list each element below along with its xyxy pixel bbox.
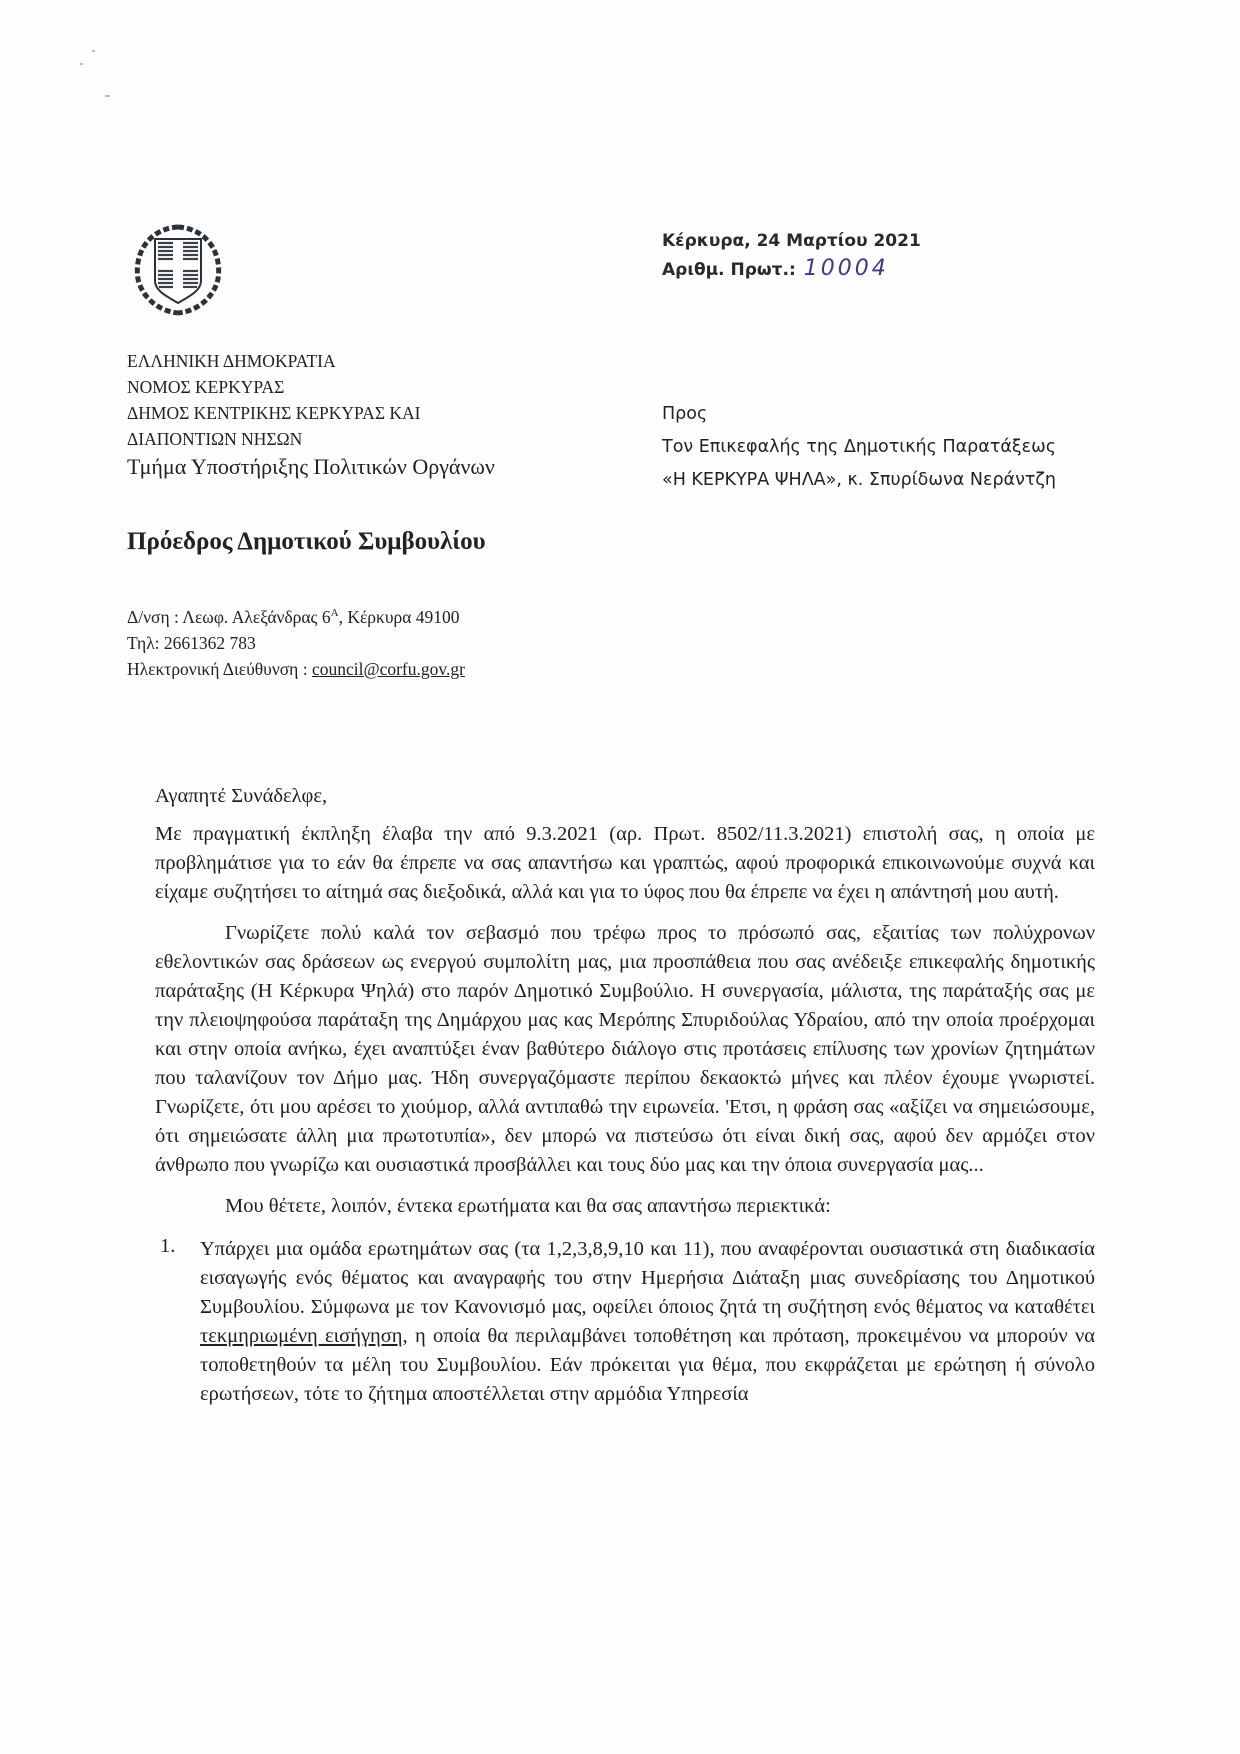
email-link[interactable]: council@corfu.gov.gr [311, 658, 465, 679]
address-line [127, 600, 465, 630]
paragraph: Γνωρίζετε πολύ καλά τον σεβασμό που τρέφω προς το πρόσωπό σας, εξαιτίας των πολύχρονων εθελοντικών σας δράσεων ως ενεργού συμπολίτη μας, μια προσπάθεια που σας ανέδειξε επικεφαλής δημοτικής παράταξης (Η Κέρκυρα Ψηλά) στο παρόν Δημοτικό Συμβούλιο. Η συνεργασία, μάλιστα, της παράταξής σας με την πλειοψηφούσα παράταξη της Δημάρχου μας κας Μερόπης Σπυριδούλας Υδραίου, από την οποία προέρχομαι και στην οποία ανήκω, έχει αναπτύξει έναν βαθύτερο διάλογο στις προτάσεις επίλυσης των χρονίων ζητημάτων που ταλανίζουν τον Δήμο μας. Ήδη συνεργαζόμαστε περίπου δεκαοκτώ μήνες και πλέον έχουμε γνωριστεί. Γνωρίζετε, ότι μου αρέσει το χιούμορ, αλλά αντιπαθώ την ειρωνεία. 'Ετσι, η φράση σας «αξίζει να σημειώσουμε, ότι σημειώσατε άλλη μια πρωτοτυπία», δεν μπορώ να πιστεύσω ότι είναι δική σας, αφού δεν αρμόζει στον άνθρωπο που γνωρίζω και ουσιαστικά προσβάλλει και τους δύο μας και την όποια συνεργασία μας... [155, 922, 1095, 1176]
recipient-line: Τον Επικεφαλής της Δημοτικής Παρατάξεως [662, 437, 1056, 457]
greeting: Αγαπητέ Συνάδελφε, [155, 785, 328, 807]
department-name: Τμήμα Υποστήριξης Πολιτικών Οργάνων [127, 454, 495, 479]
underlined-phrase: τεκμηριωμένη εισήγηση [200, 1325, 403, 1347]
organization-header [127, 348, 495, 482]
email-label: Ηλεκτρονική Διεύθυνση : [127, 658, 312, 679]
contact-block [127, 600, 465, 682]
org-line: ΕΛΛΗΝΙΚΗ ΔΗΜΟΚΡΑΤΙΑ [127, 351, 336, 371]
item-text-part: , η οποία θα περιλαμβάνει τοποθέτηση και πρόταση, προκειμένου να μπορούν να τοποθετηθούν τα μέλη του Συμβουλίου. Εάν πρόκειται για θέμα, που εκφράζεται με ερώτηση ή σύνολο ερωτήσεων, τότε το ζήτημα αποστέλλεται στην αρμόδια Υπηρεσία [200, 1325, 1095, 1405]
org-line: ΝΟΜΟΣ ΚΕΡΚΥΡΑΣ [127, 377, 285, 397]
phone-line: Τηλ: 2661362 783 [127, 632, 256, 653]
org-line: ΔΙΑΠΟΝΤΙΩΝ ΝΗΣΩΝ [127, 429, 303, 449]
date-line: Κέρκυρα, 24 Μαρτίου 2021 [662, 231, 921, 251]
address-city: , Κέρκυρα 49100 [338, 606, 460, 627]
protocol-label: Αριθμ. Πρωτ.: [662, 260, 796, 280]
scan-speck [80, 63, 83, 65]
recipient-block [662, 398, 1056, 497]
numbered-list-item [155, 1235, 1095, 1409]
address-text: Δ/νση : Λεωφ. Αλεξάνδρας 6 [127, 606, 331, 627]
list-intro: Μου θέτετε, λοιπόν, έντεκα ερωτήματα και θα σας απαντήσω περιεκτικά: [225, 1195, 831, 1217]
scan-speck [92, 50, 95, 52]
email-line [127, 656, 465, 682]
greek-coat-of-arms-icon [128, 219, 228, 319]
recipient-to-label: Προς [662, 404, 708, 424]
list-item-text [200, 1235, 1095, 1409]
scan-artifacts [60, 40, 140, 120]
paragraph: Με πραγματική έκπληξη έλαβα την από 9.3.2021 (αρ. Πρωτ. 8502/11.3.2021) επιστολή σας, η οποία με προβλημάτισε για το εάν θα έπρεπε να σας απαντήσω και γραπτώς, αφού προφορικά επικοινωνούμε συχνά και είχαμε συζητήσει το αίτημά σας διεξοδικά, αλλά και για το ύφος που θα έπρεπε να έχει η απάντησή μου αυτή. [155, 823, 1095, 903]
protocol-line [662, 255, 921, 284]
item-text-part: Υπάρχει μια ομάδα ερωτημάτων σας (τα 1,2,3,8,9,10 και 11), που αναφέρονται ουσιαστικά στη διαδικασία εισαγωγής ενός θέματος και αναγραφής του στην Ημερήσια Διάταξη μιας συνεδρίασης του Δημοτικού Συμβουλίου. Σύμφωνα με τον Κανονισμό μας, οφείλει όποιος ζητά τη συζήτηση ενός θέματος να καταθέτει [200, 1238, 1095, 1318]
protocol-number: 10004 [803, 256, 889, 281]
recipient-line: «Η ΚΕΡΚΥΡΑ ΨΗΛΑ», κ. Σπυρίδωνα Νεράντζη [662, 470, 1057, 490]
date-protocol-block [662, 228, 921, 284]
org-line: ΔΗΜΟΣ ΚΕΝΤΡΙΚΗΣ ΚΕΡΚΥΡΑΣ ΚΑΙ [127, 403, 421, 423]
list-number: 1. [160, 1235, 176, 1257]
address-superscript: Α [330, 607, 339, 619]
sender-title: Πρόεδρος Δημοτικού Συμβουλίου [127, 528, 486, 555]
letter-body [155, 782, 1095, 1409]
scan-speck [105, 95, 110, 97]
